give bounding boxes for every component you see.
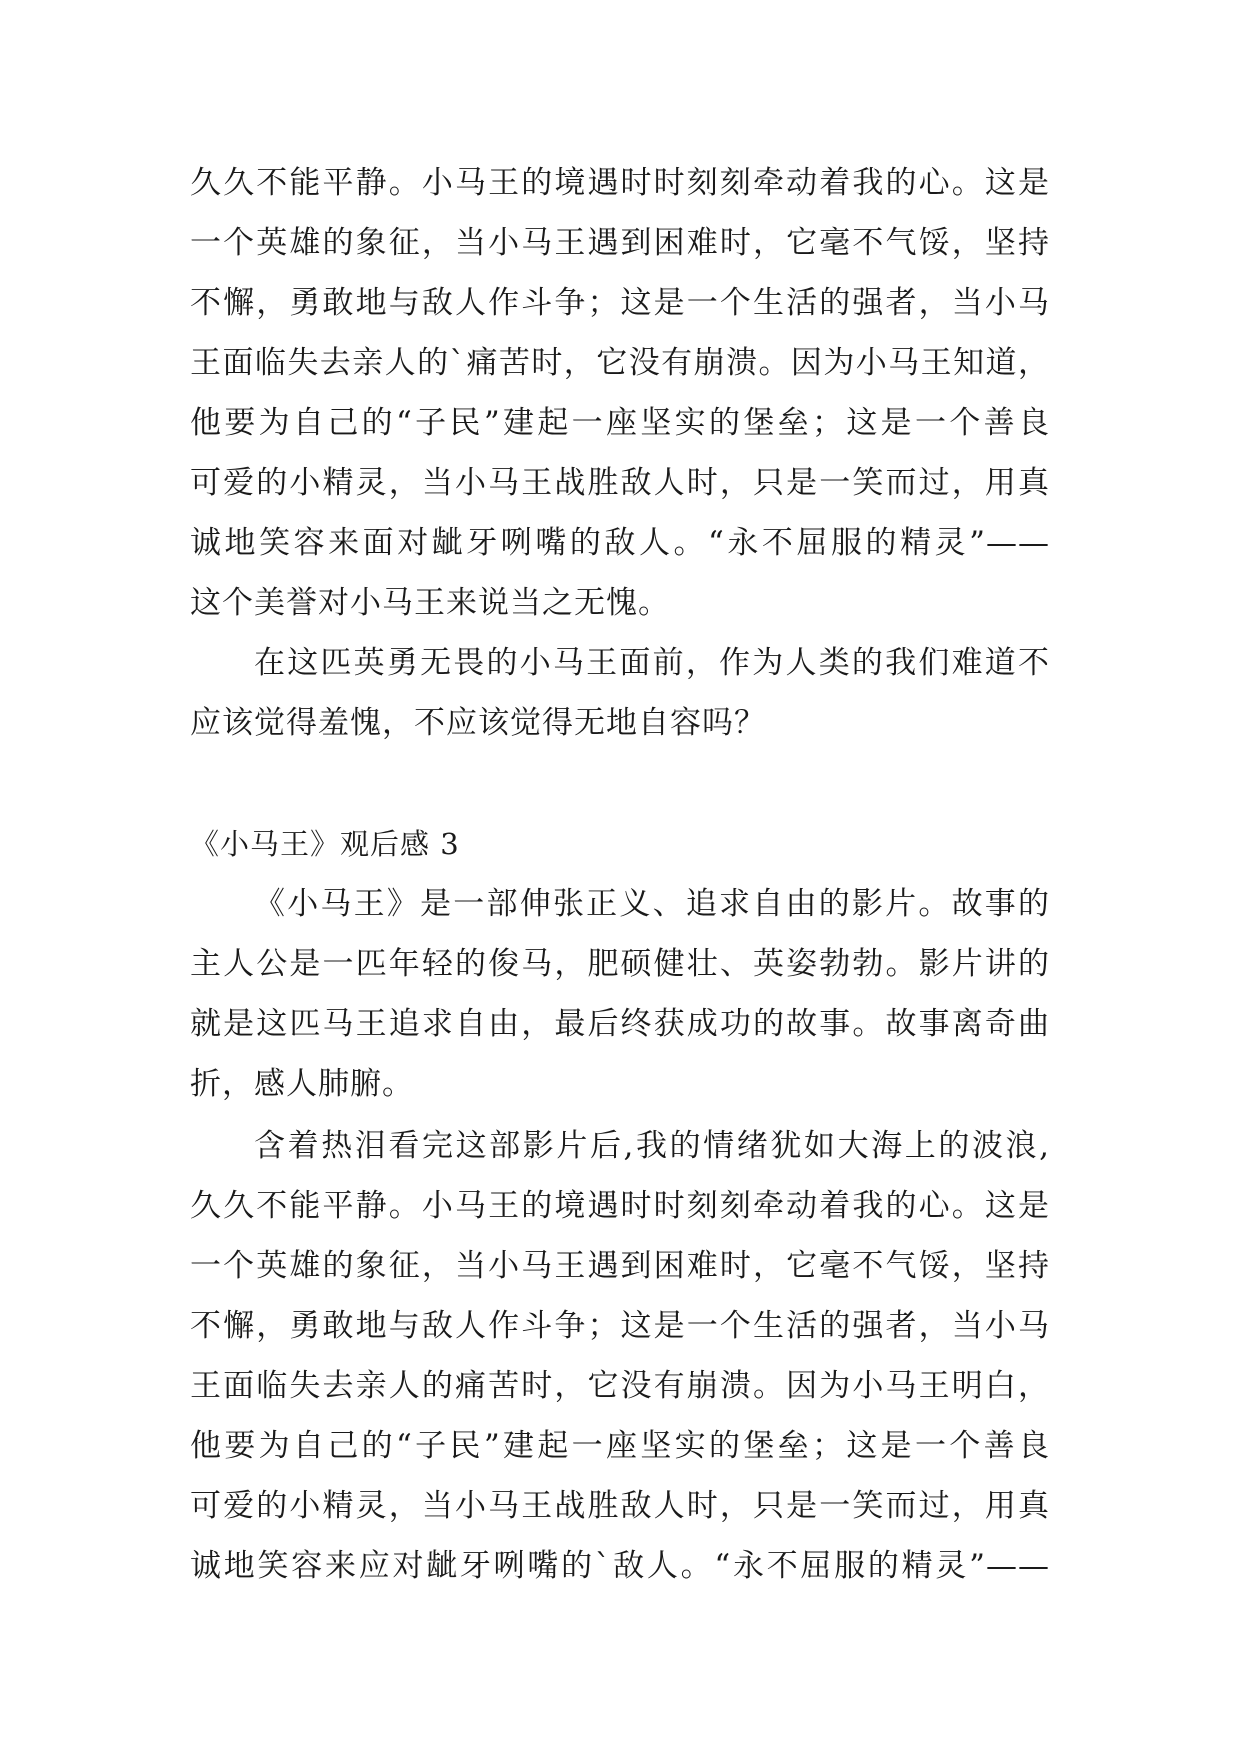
paragraph-line: 他要为自己的“子民”建起一座坚实的堡垒；这是一个善良 [190, 1428, 1050, 1464]
paragraph-line: 就是这匹马王追求自由，最后终获成功的故事。故事离奇曲 [190, 1006, 1050, 1042]
paragraph-line: 《小马王》是一部伸张正义、追求自由的影片。故事的 [254, 886, 1050, 922]
paragraph-line: 这个美誉对小马王来说当之无愧。 [190, 585, 670, 621]
paragraph-line: 不懈，勇敢地与敌人作斗争；这是一个生活的强者，当小马 [190, 1308, 1050, 1344]
paragraph-line: 不懈，勇敢地与敌人作斗争；这是一个生活的强者，当小马 [190, 285, 1050, 321]
paragraph-line: 一个英雄的象征，当小马王遇到困难时，它毫不气馁，坚持 [190, 225, 1050, 261]
section-heading: 《小马王》观后感 3 [190, 827, 460, 861]
paragraph-line: 诚地笑容来面对龇牙咧嘴的敌人。“永不屈服的精灵”—— [190, 525, 1050, 561]
paragraph-line: 应该觉得羞愧，不应该觉得无地自容吗？ [190, 705, 766, 741]
paragraph-line: 可爱的小精灵，当小马王战胜敌人时，只是一笑而过，用真 [190, 465, 1050, 501]
paragraph-line: 他要为自己的“子民”建起一座坚实的堡垒；这是一个善良 [190, 405, 1050, 441]
paragraph-line: 一个英雄的象征，当小马王遇到困难时，它毫不气馁，坚持 [190, 1248, 1050, 1284]
paragraph-line: 久久不能平静。小马王的境遇时时刻刻牵动着我的心。这是 [190, 165, 1050, 201]
paragraph-line: 含着热泪看完这部影片后,我的情绪犹如大海上的波浪, [254, 1128, 1050, 1164]
paragraph-line: 王面临失去亲人的痛苦时，它没有崩溃。因为小马王明白， [190, 1368, 1050, 1404]
paragraph-line: 可爱的小精灵，当小马王战胜敌人时，只是一笑而过，用真 [190, 1488, 1050, 1524]
paragraph-line: 久久不能平静。小马王的境遇时时刻刻牵动着我的心。这是 [190, 1188, 1050, 1224]
paragraph-line: 在这匹英勇无畏的小马王面前，作为人类的我们难道不 [254, 645, 1050, 681]
paragraph-line: 诚地笑容来应对龇牙咧嘴的`敌人。“永不屈服的精灵”—— [190, 1548, 1050, 1584]
paragraph-line: 折，感人肺腑。 [190, 1066, 414, 1102]
paragraph-line: 王面临失去亲人的`痛苦时，它没有崩溃。因为小马王知道， [190, 345, 1050, 381]
paragraph-line: 主人公是一匹年轻的俊马，肥硕健壮、英姿勃勃。影片讲的 [190, 946, 1050, 982]
